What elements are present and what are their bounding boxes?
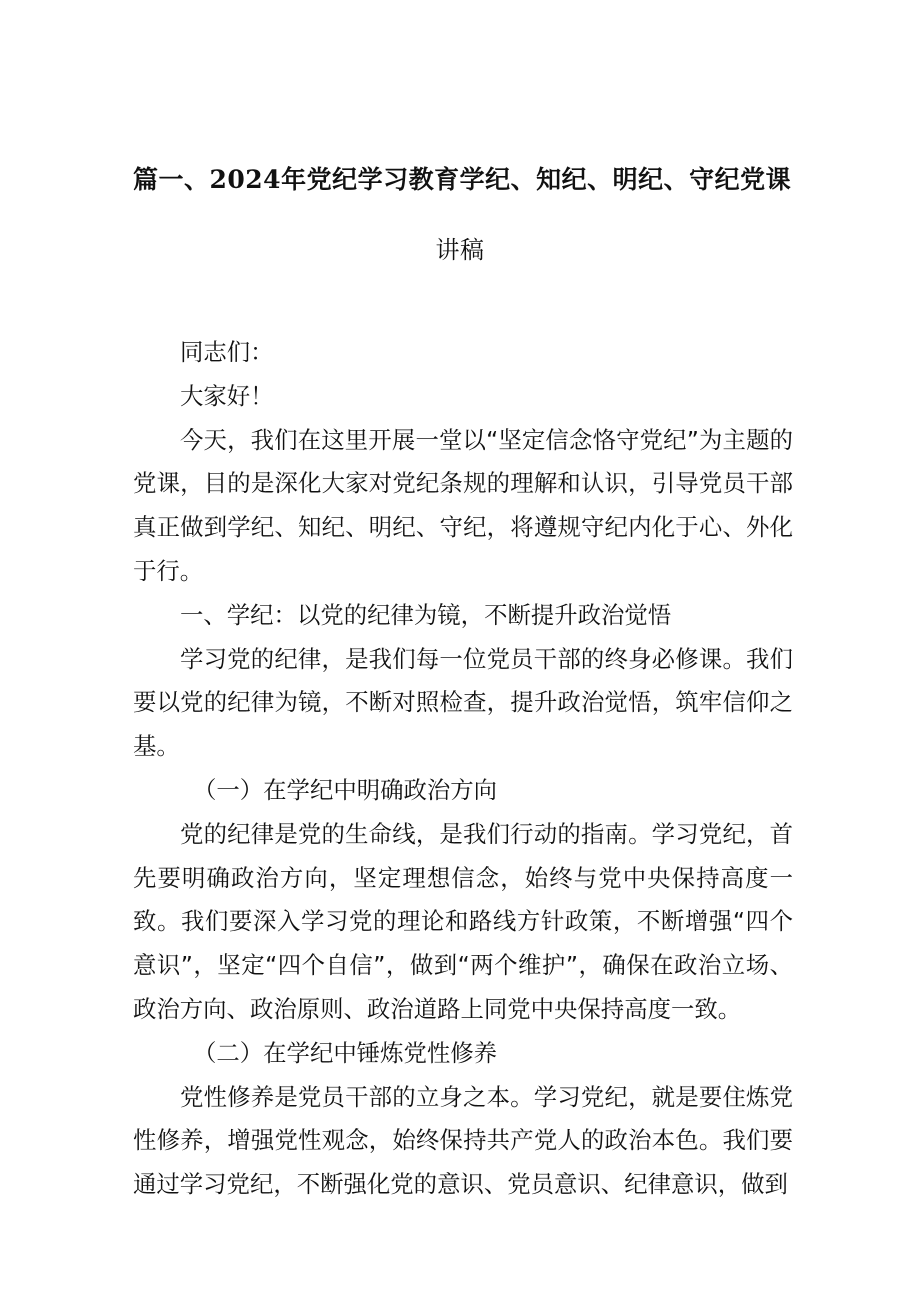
subsection2-paragraph: 党性修养是党员干部的立身之本。学习党纪，就是要住炼党性修养，增强党性观念，始终保持共产党人的政治本色。我们要通过学习党纪，不断强化党的意识、党员意识、纪律意识，做到 [133,1082,793,1199]
section1-paragraph: 学习党的纪律，是我们每一位党员干部的终身必修课。我们要以党的纪律为镜，不断对照检查，提升政治觉悟，筑牢信仰之基。 [133,644,793,761]
salutation: 同志们： [180,338,274,366]
greeting: 大家好！ [180,381,274,410]
document-body [133,331,793,1207]
section1-heading: 一、学纪：以党的纪律为镜，不断提升政治觉悟 [180,600,672,629]
subsection1-heading: （一）在学纪中明确政治方向 [193,775,498,804]
document-title-line1: 篇一、2024年党纪学习教育学纪、知纪、明纪、守纪党课 [133,165,792,194]
subsection2-heading: （二）在学纪中锤炼党性修养 [193,1038,498,1067]
intro-paragraph: 今天，我们在这里开展一堂以“坚定信念恪守党纪”为主题的党课，目的是深化大家对党纪条规的理解和认识，引导党员干部真正做到学纪、知纪、明纪、守纪，将遵规守纪内化于心、外化于行。 [133,425,793,585]
subsection1-paragraph: 党的纪律是党的生命线，是我们行动的指南。学习党纪，首先要明确政治方向，坚定理想信念，始终与党中央保持高度一致。我们要深入学习党的理论和路线方针政策，不断增强“四个意识”，坚定“四个自信”，做到“两个维护”，确保在政治立场、政治方向、政治原则、政治道路上同党中央保持高度一致。 [133,819,793,1023]
document-title-line2: 讲稿 [435,236,485,264]
